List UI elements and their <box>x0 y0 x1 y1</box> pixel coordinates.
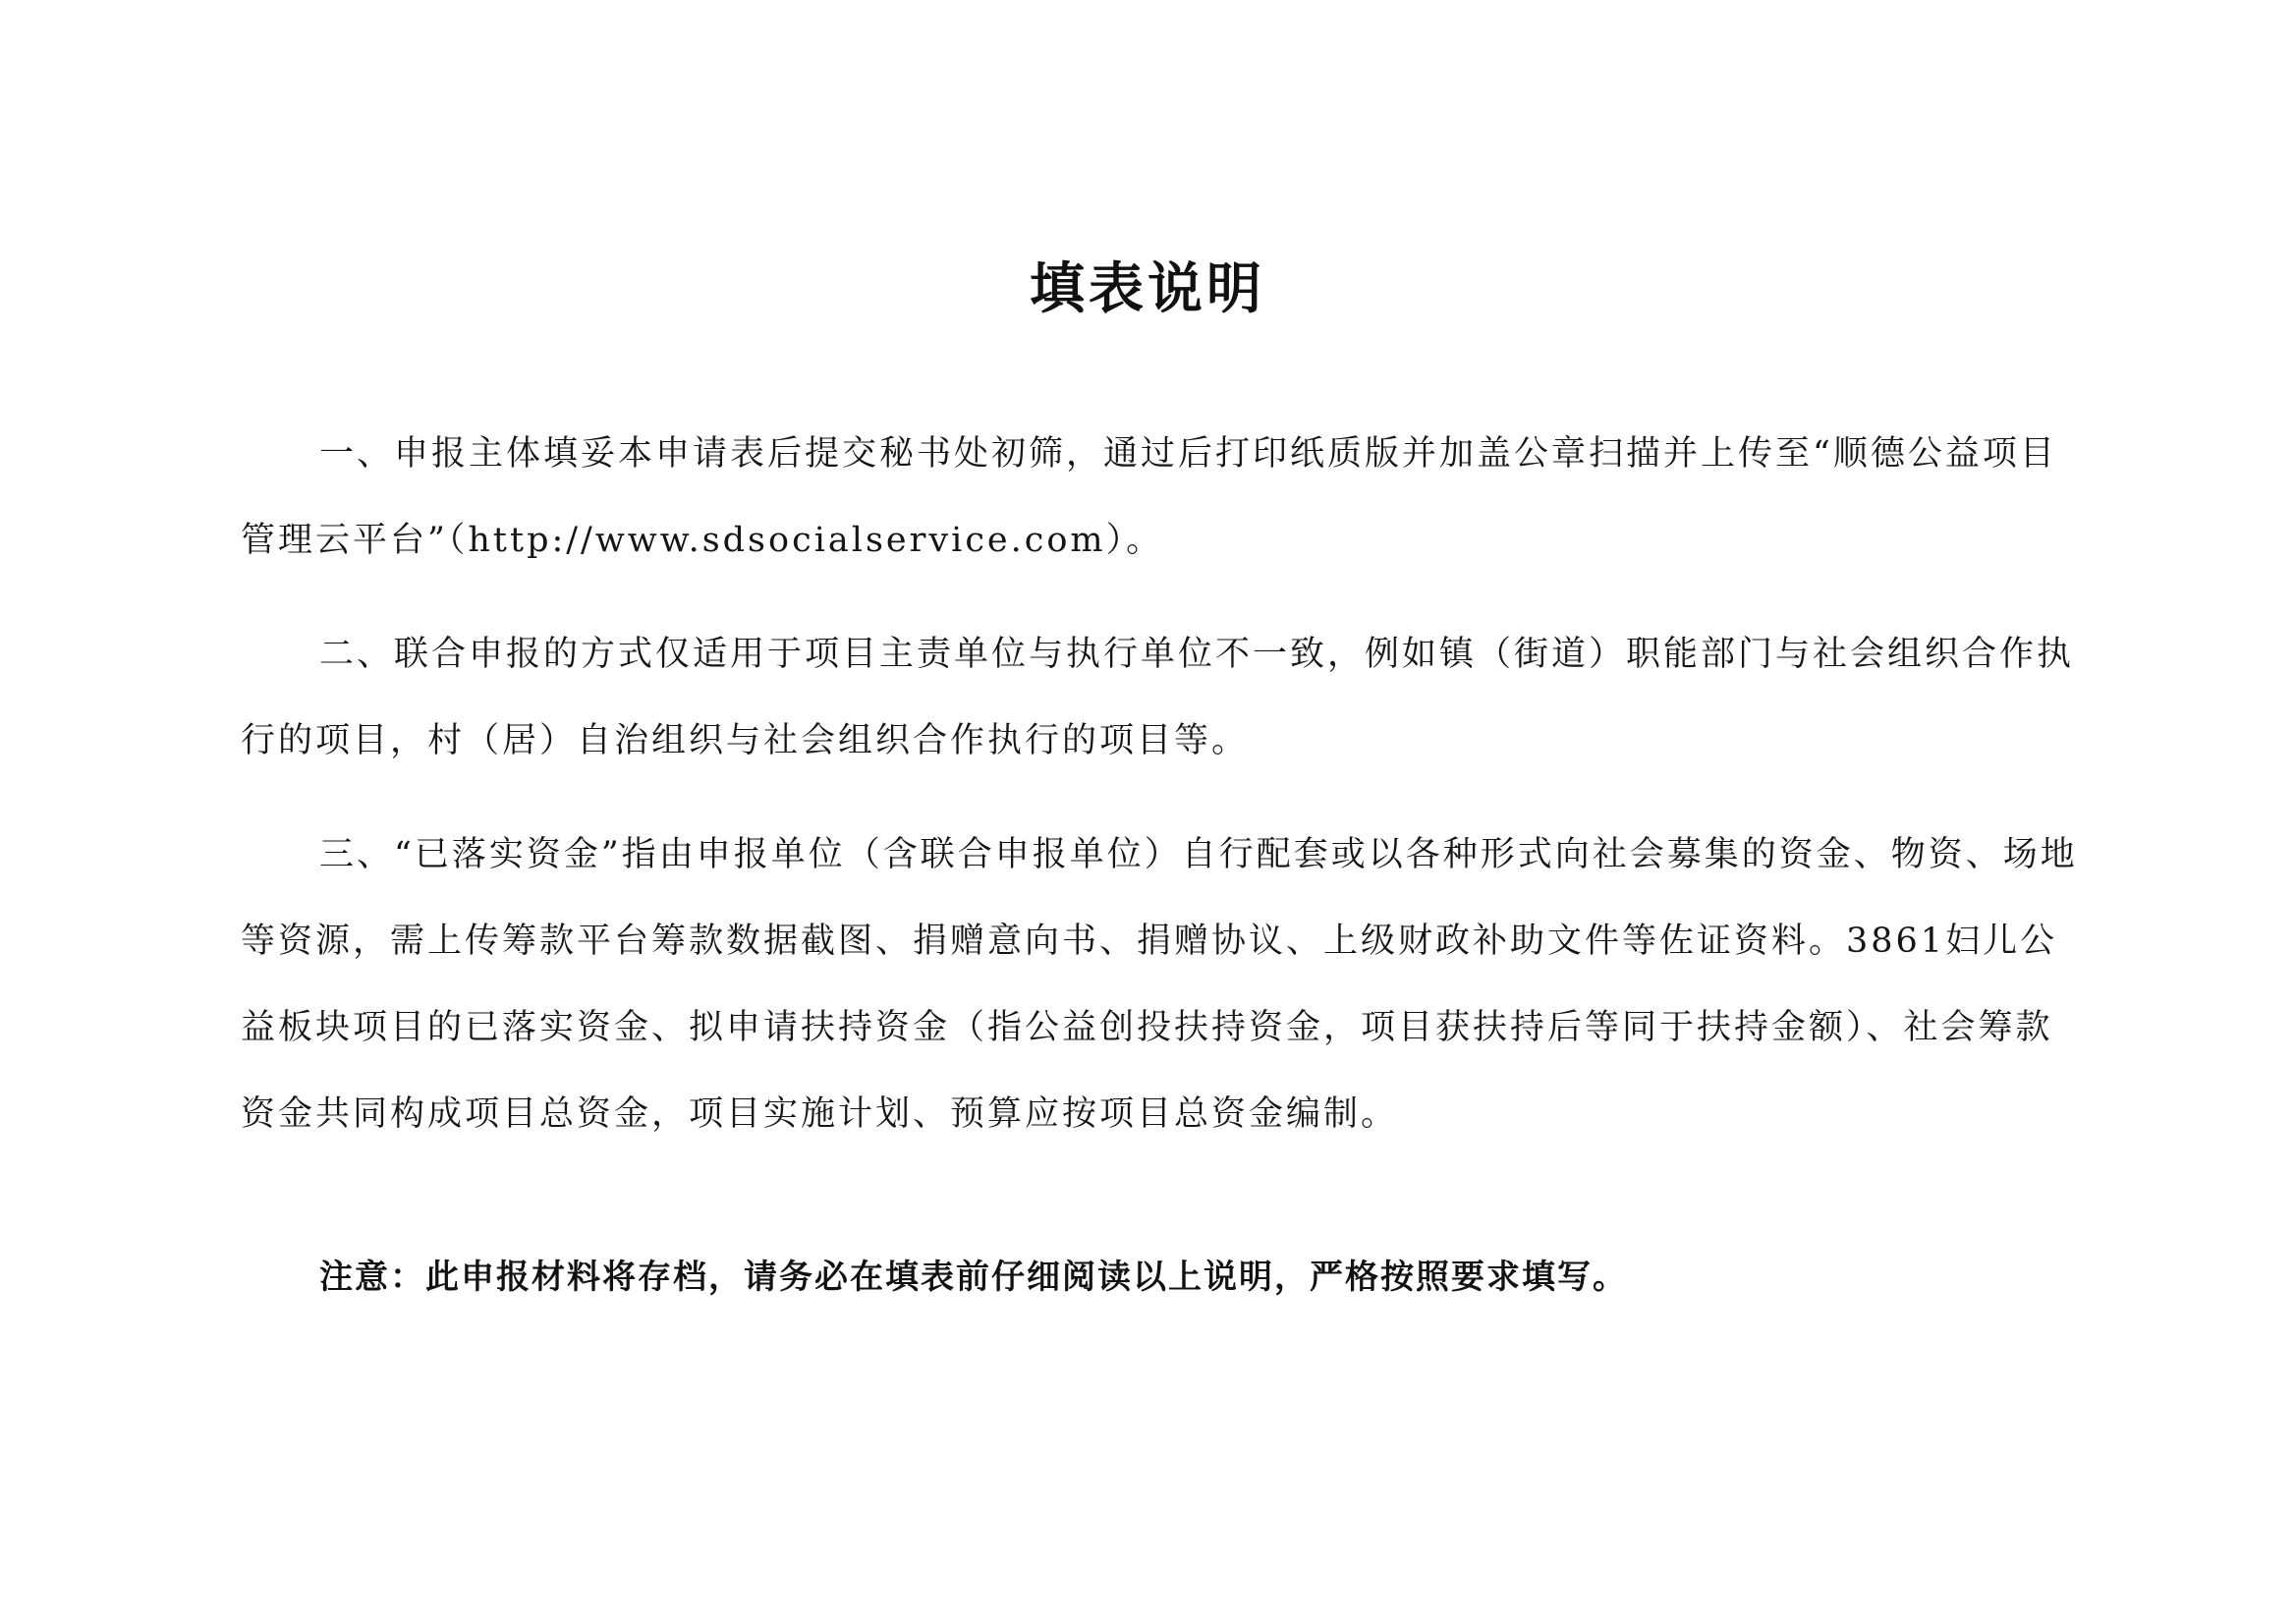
instruction-paragraph-1: 一、申报主体填妥本申请表后提交秘书处初筛，通过后打印纸质版并加盖公章扫描并上传至“顺德公益项目管理云平台”（http://www.sdsocialservice.com）。 <box>241 434 2057 560</box>
attention-note: 注意：此申报材料将存档，请务必在填表前仔细阅读以上说明，严格按照要求填写。 <box>319 1258 1628 1297</box>
page-title: 填表说明 <box>1030 256 1265 321</box>
instruction-paragraph-2: 二、联合申报的方式仅适用于项目主责单位与执行单位不一致，例如镇（街道）职能部门与社会组织合作执行的项目，村（居）自治组织与社会组织合作执行的项目等。 <box>241 635 2075 760</box>
instruction-paragraph-3: 三、“已落实资金”指由申报单位（含联合申报单位）自行配套或以各种形式向社会募集的资金、物资、场地等资源，需上传筹款平台筹款数据截图、捐赠意向书、捐赠协议、上级财政补助文件等佐证资料。3861妇儿公益板块项目的已落实资金、拟申请扶持资金（指公益创投扶持资金，项目获扶持后等同于扶持金额）、社会筹款资金共同构成项目总资金，项目实施计划、预算应按项目总资金编制。 <box>241 835 2078 1134</box>
